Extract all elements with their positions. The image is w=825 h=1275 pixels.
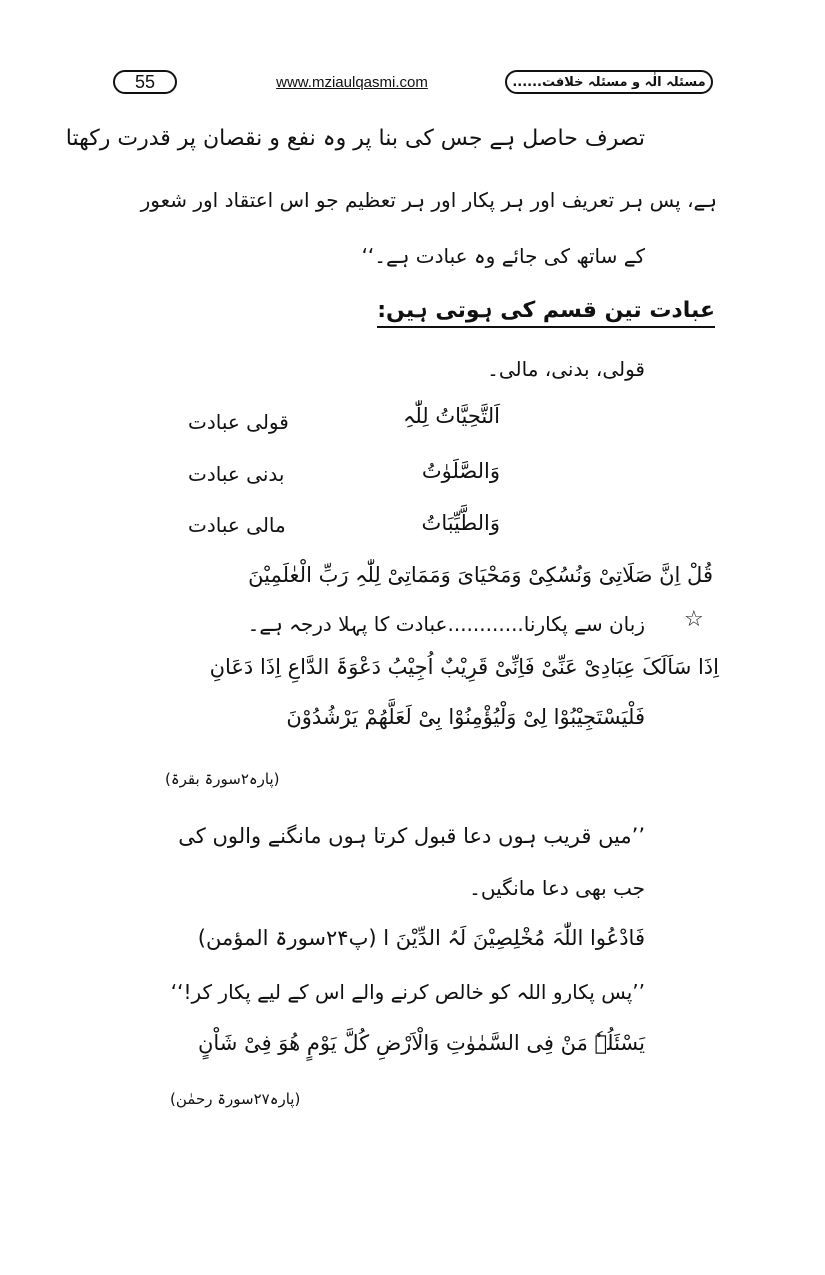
page-number: 55: [113, 70, 177, 94]
type-urdu-1: قولی عبادت: [188, 410, 289, 434]
para1-line2: ہے، پس ہر تعریف اور ہر پکار اور ہر تعظیم جو اس اعتقاد اور شعور: [140, 188, 717, 212]
translation-1-line1: ’’میں قریب ہوں دعا قبول کرتا ہوں مانگنے والوں کی: [178, 824, 645, 848]
type-arabic-3: وَالطَّیِّبَاتُ: [421, 511, 500, 535]
translation-1-line2: جب بھی دعا مانگیں۔: [469, 876, 645, 900]
type-urdu-3: مالی عبادت: [188, 513, 286, 537]
verse-2-line2: فَلْیَسْتَجِیْبُوْا لِیْ وَلْیُؤْمِنُوْا بِیْ لَعَلَّھُمْ یَرْشُدُوْنَ: [286, 705, 645, 729]
star-line: زبان سے پکارنا............عبادت کا پہلا درجہ ہے۔: [247, 612, 645, 636]
verse-4: یَسْئَلُہٗ مَنْ فِی السَّمٰوٰتِ وَالْاَرْضِ کُلَّ یَوْمٍ ھُوَ فِیْ شَاْنٍ: [197, 1031, 645, 1055]
para1-line1: تصرف حاصل ہے جس کی بنا پر وہ نفع و نقصان پر قدرت رکھتا: [65, 126, 645, 151]
para1-line3: کے ساتھ کی جائے وہ عبادت ہے۔‘‘: [361, 244, 645, 268]
verse-3: فَادْعُوا اللّٰہَ مُخْلِصِیْنَ لَہُ الدِّیْنَ ا (پ۲۴سورۃ المؤمن): [197, 926, 645, 950]
section-heading: عبادت تین قسم کی ہوتی ہیں:: [377, 298, 715, 328]
reference-1: (پارہ۲سورۃ بقرۃ): [165, 770, 280, 788]
type-urdu-2: بدنی عبادت: [188, 462, 285, 486]
type-arabic-1: اَلتَّحِیَّاتُ لِلّٰہِ: [403, 404, 500, 428]
star-icon: ☆: [684, 607, 704, 632]
verse-2-line1: اِذَا سَاَلَکَ عِبَادِیْ عَنِّیْ فَاِنِّیْ قَرِیْبٌ اُجِیْبُ دَعْوَۃَ الدَّاعِ اِذَا دَعَانِ: [209, 655, 719, 679]
translation-2: ’’پس پکارو اللہ کو خالص کرنے والے اس کے لیے پکار کر!‘‘: [170, 980, 645, 1004]
types-line: قولی، بدنی، مالی۔: [487, 357, 645, 381]
website-link[interactable]: www.mziaulqasmi.com: [276, 74, 428, 91]
type-arabic-2: وَالصَّلَوٰتُ: [421, 459, 500, 483]
verse-1: قُلْ اِنَّ صَلَاتِیْ وَنُسُکِیْ وَمَحْیَایَ وَمَمَاتِیْ لِلّٰہِ رَبِّ الْعٰلَمِیْنَ: [248, 563, 713, 587]
book-title: مسئلہ الٰہ و مسئلہ خلافت......: [505, 70, 713, 94]
reference-2: (پارہ۲۷سورۃ رحمٰن): [170, 1090, 301, 1108]
